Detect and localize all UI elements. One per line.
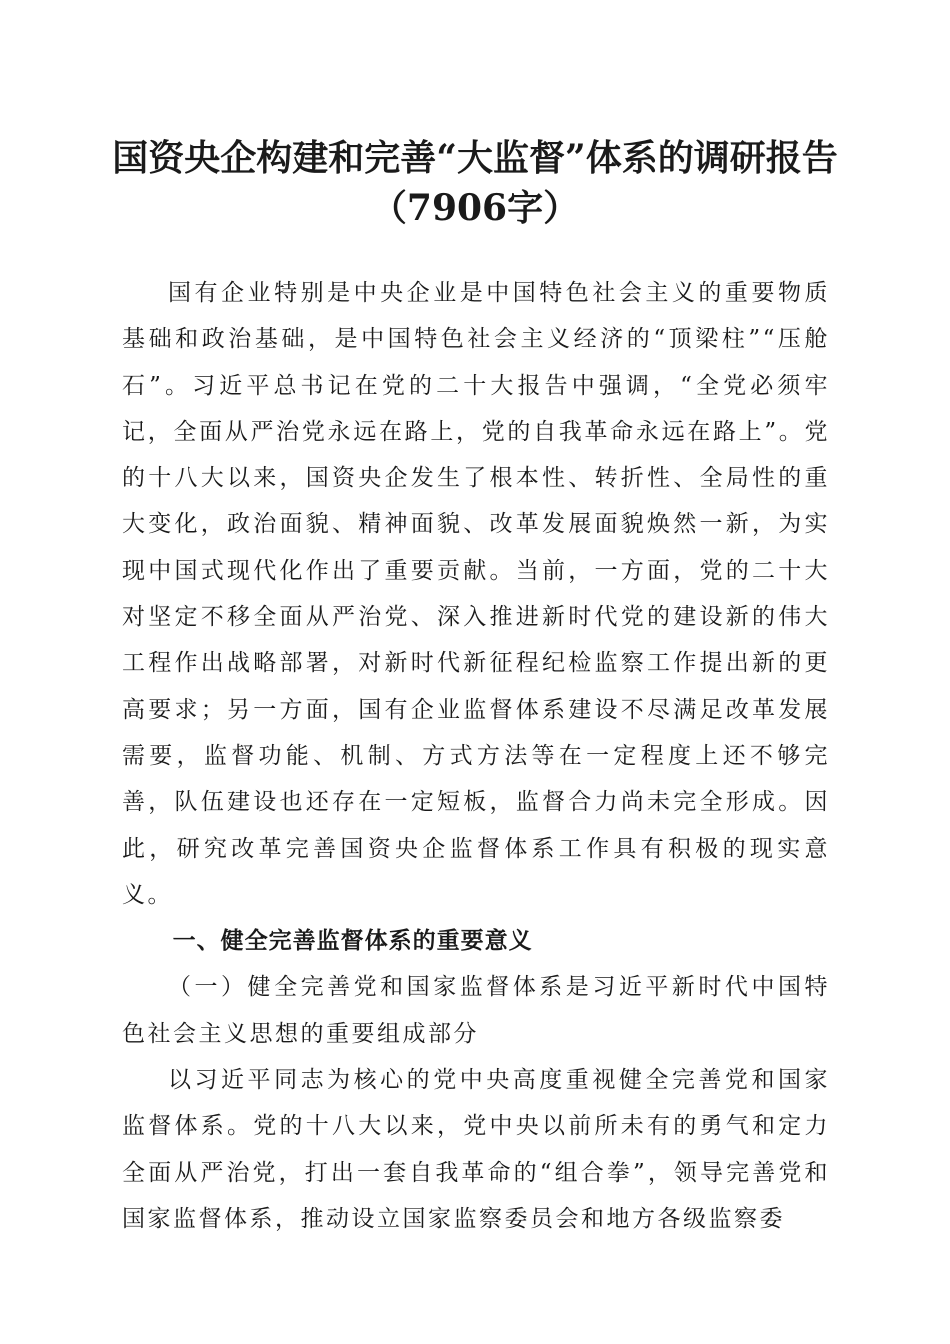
subsection-paragraph-1: 以习近平同志为核心的党中央高度重视健全完善党和国家监督体系。党的十八大以来，党中央以前所未有的勇气和定力全面从严治党，打出一套自我革命的“组合拳”，领导完善党和国家监督体系，推动设立国家监察委员会和地方各级监察委 [122, 1067, 830, 1232]
section-heading-1: 一、健全完善监督体系的重要意义 [172, 928, 533, 955]
document-title: 国资央企构建和完善“大监督”体系的调研报告（7906字） [112, 137, 838, 229]
intro-paragraph: 国有企业特别是中央企业是中国特色社会主义的重要物质基础和政治基础，是中国特色社会主义经济的“顶梁柱”“压舱石”。习近平总书记在党的二十大报告中强调，“全党必须牢记，全面从严治党永远在路上，党的自我革命永远在路上”。党的十八大以来，国资央企发生了根本性、转折性、全局性的重大变化，政治面貌、精神面貌、改革发展面貌焕然一新，为实现中国式现代化作出了重要贡献。当前，一方面，党的二十大对坚定不移全面从严治党、深入推进新时代党的建设新的伟大工程作出战略部署，对新时代新征程纪检监察工作提出新的更高要求；另一方面，国有企业监督体系建设不尽满足改革发展需要，监督功能、机制、方式方法等在一定程度上还不够完善，队伍建设也还存在一定短板，监督合力尚未完全形成。因此，研究改革完善国资央企监督体系工作具有积极的现实意义。 [122, 280, 830, 908]
document-body [122, 270, 830, 1242]
subsection-heading-1: （一）健全完善党和国家监督体系是习近平新时代中国特色社会主义思想的重要组成部分 [122, 974, 830, 1047]
